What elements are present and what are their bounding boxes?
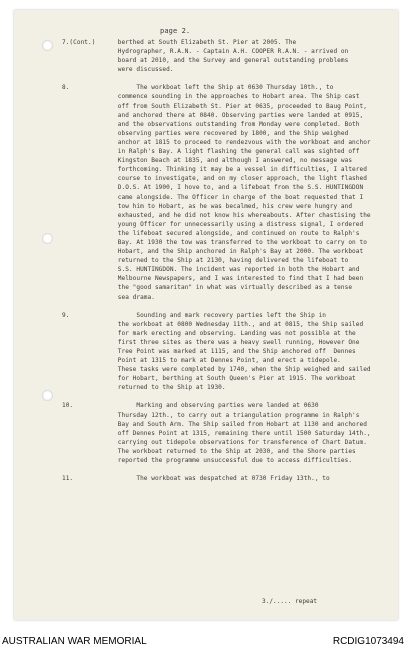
text-line: forthcoming. Thinking it may be a vessel in difficulties, I altered: [62, 166, 367, 174]
text-line: came alongside. The Officer in charge of the boat requested that I: [62, 193, 364, 201]
text-line: the lifeboat secured alongside, and continued on route to Ralph's: [62, 229, 360, 237]
text-line: carrying out tidepole observations for transference of Chart Datum.: [62, 438, 367, 446]
text-line: returned to the Ship at 1930.: [62, 384, 226, 392]
text-line: Bay. At 1930 the tow was transferred to the workboat to carry on to: [62, 238, 367, 246]
text-line: Bay and South Arm. The Ship sailed from Hobart at 1130 and anchored: [62, 420, 367, 428]
text-line: Point at 1315 to mark at Dennes Point, and erect a tidepole.: [62, 357, 341, 365]
punch-hole-icon: [42, 233, 53, 244]
text-line: Kingston Beach at 1835, and although I answered, no message was: [62, 157, 353, 165]
footer-bar: [0, 630, 408, 654]
text-line: course to investigate, and on my closer approach, the light flashed: [62, 175, 367, 183]
text-line: D.O.S. At 1900, I hove to, and a lifeboat from the S.S. HUNTINGDON: [62, 184, 364, 192]
text-line: for Hobart, berthing at South Queen's Pier at 1915. The workboat: [62, 375, 356, 383]
text-line: and anchored there at 0840. Observing parties were landed at 0915,: [62, 111, 364, 119]
text-line: reported the programme unsuccessful due to access difficulties.: [62, 457, 353, 465]
paragraph: [62, 474, 382, 483]
page-number: page 2.: [160, 27, 191, 35]
text-line: and the observations outstanding from Monday were completed. Both: [62, 120, 360, 128]
text-line: Tree Point was marked at 1115, and the Ship anchored off Dennes: [62, 348, 356, 355]
document-body: [62, 38, 382, 492]
paragraph: [62, 401, 382, 465]
paragraph: [62, 83, 382, 301]
paragraph: [62, 38, 382, 74]
text-line: first three sites as there was a heavy swell running, However One: [62, 338, 360, 346]
text-line: 11. The workboat was despatched at 0730 Friday 13th., to: [62, 475, 330, 483]
text-line: 8. The workboat left the Ship at 0630 Thursday 10th., to: [62, 84, 334, 92]
text-line: were discussed.: [62, 66, 174, 74]
text-line: S.S. HUNTINGDON. The incident was reported in both the Hobart and: [62, 266, 360, 274]
text-line: board at 2010, and the Survey and general outstanding problems: [62, 57, 349, 65]
paragraph: [62, 311, 382, 393]
text-line: commence sounding in the approaches to Hobart area. The Ship cast: [62, 93, 360, 101]
text-line: in Ralph's Bay. A light flashing the general call was sighted off: [62, 148, 360, 156]
text-line: tow him to Hobart, as he was becalmed, his crew were hungry and: [62, 202, 353, 210]
text-line: 10. Marking and observing parties were landed at 0630: [62, 402, 319, 410]
text-line: Hobart, and the Ship anchored in Ralph's Bay at 2000. The workboat: [62, 248, 364, 256]
continuation-note: 3./..... repeat: [262, 598, 318, 605]
text-line: Hydrographer, R.A.N. - Captain A.H. COOPER R.A.N. - arrived on: [62, 48, 349, 56]
text-line: off from South Elizabeth St. Pier at 0635, proceeded to Baug Point,: [62, 102, 367, 110]
punch-hole-icon: [42, 40, 53, 51]
text-line: exhausted, and he did not know his whereabouts. After chastising the: [62, 211, 371, 219]
text-line: The workboat returned to the Ship at 2030, and the Shore parties: [62, 447, 356, 455]
footer-source: AUSTRALIAN WAR MEMORIAL: [2, 636, 147, 647]
text-line: Melbourne Newspapers, and I was interested to find that I had been: [62, 275, 364, 283]
footer-id: RCDIG1073494: [332, 636, 404, 647]
punch-hole-icon: [42, 390, 53, 401]
text-line: 9. Sounding and mark recovery parties left the Ship in: [62, 311, 327, 319]
text-line: the workboat at 0800 Wednesday 11th., and at 0815, the Ship sailed: [62, 320, 364, 328]
text-line: 7.(Cont.) berthed at South Elizabeth St. Pier at 2005. The: [62, 39, 297, 46]
text-line: returned to the Ship at 2130, having delivered the lifeboat to: [62, 257, 349, 265]
text-line: observing parties were recovered by 1800, and the Ship weighed: [62, 129, 349, 137]
text-line: anchor at 1815 to proceed to rendezvous with the workboat and anchor: [62, 138, 371, 146]
text-line: sea drama.: [62, 293, 155, 301]
text-line: Thursday 12th., to carry out a triangulation programme in Ralph's: [62, 411, 360, 419]
text-line: the "good samaritan" in what was virtually described as a tense: [62, 284, 353, 292]
text-line: off Dennes Point at 1315, remaining there until 1500 Saturday 14th.,: [62, 429, 371, 437]
text-line: These tasks were completed by 1740, when the Ship weighed and sailed: [62, 366, 371, 374]
text-line: young Officer for unnecessarily using a distress signal, I ordered: [62, 220, 364, 228]
text-line: for mark erecting and observing. Landing was not possible at the: [62, 329, 356, 337]
